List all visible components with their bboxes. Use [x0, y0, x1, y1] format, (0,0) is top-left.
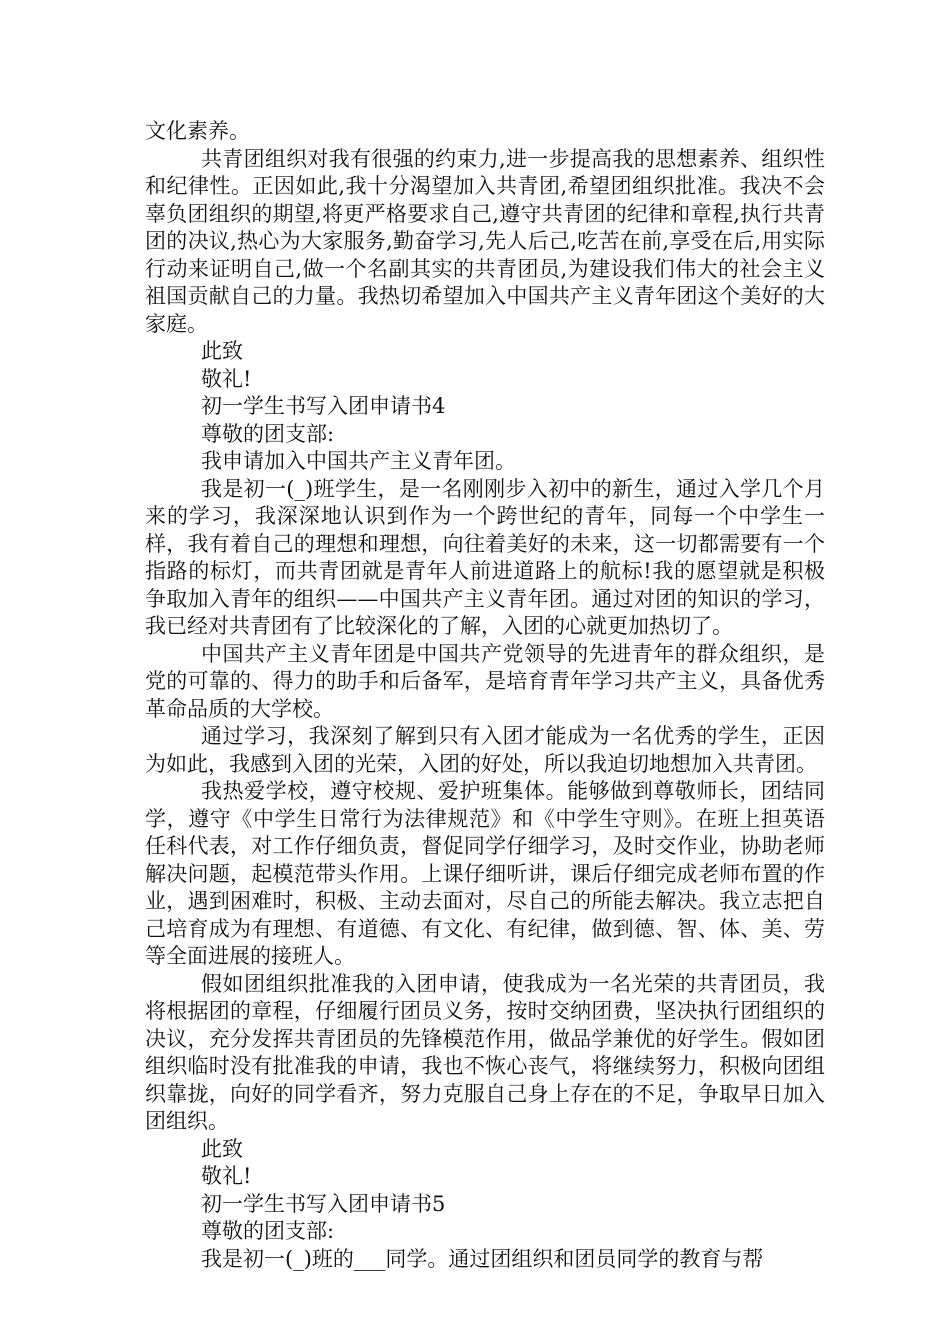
document-body	[145, 118, 825, 1273]
closing-salutation: 此致	[201, 339, 243, 363]
paragraph-introduction-5: 我是初一(_)班的___同学。通过团组织和团员同学的教育与帮	[201, 1246, 764, 1271]
paragraph-league-definition: 中国共产主义青年团是中国共产党领导的先进青年的群众组织，是党的可靠的、得力的助手和后备军，是培育青年学习共产主义，具备优秀革命品质的大学校。	[145, 641, 825, 721]
application-statement-4: 我申请加入中国共产主义青年团。	[201, 449, 516, 473]
paragraph-introduction-4: 我是初一(_)班学生，是一名刚刚步入初中的新生，通过入学几个月来的学习，我深深地认识到作为一个跨世纪的青年，同每一个中学生一样，我有着自己的理想和理想，向往着美好的未来，这一切都需要有一个指路的标灯，而共青团就是青年人前进道路上的航标!我的愿望就是积极争取加入青年的组织——中国共产主义青年团。通过对团的知识的学习，我已经对共青团有了比较深化的了解，入团的心就更加热切了。	[145, 476, 825, 638]
section-title-5: 初一学生书写入团申请书5	[201, 1191, 446, 1216]
paragraph-conduct: 我热爱学校，遵守校规、爱护班集体。能够做到尊敬师长，团结同学，遵守《中学生日常行为法律规范》和《中学生守则》。在班上担英语任科代表，对工作仔细负责，督促同学仔细学习，及时交作业，协助老师解决问题，起模范带头作用。上课仔细听讲，课后仔细完成老师布置的作业，遇到困难时，积极、主动去面对，尽自己的所能去解决。我立志把自己培育成为有理想、有道德、有文化、有纪律，做到德、智、体、美、劳等全面进展的接班人。	[145, 779, 825, 968]
paragraph-commitment: 共青团组织对我有很强的约束力,进一步提高我的思想素养、组织性和纪律性。正因如此,我十分渴望加入共青团,希望团组织批准。我决不会辜负团组织的期望,将更严格要求自己,遵守共青团的纪律和章程,执行共青团的决议,热心为大家服务,勤奋学习,先人后己,吃苦在前,享受在后,用实际行动来证明自己,做一个名副其实的共青团员,为建设我们伟大的社会主义祖国贡献自己的力量。我热切希望加入中国共产主义青年团这个美好的大家庭。	[145, 146, 825, 336]
greeting-4: 尊敬的团支部:	[201, 421, 335, 446]
paragraph-learning: 通过学习，我深刻了解到只有入团才能成为一名优秀的学生，正因为如此，我感到入团的光荣，入团的好处，所以我迫切地想加入共青团。	[145, 724, 825, 776]
closing-salutation-4: 此致	[201, 1136, 243, 1161]
closing-regards-4: 敬礼!	[201, 1164, 252, 1188]
paragraph-promise: 假如团组织批准我的入团申请，使我成为一名光荣的共青团员，我将根据团的章程，仔细履行团员义务，按时交纳团费，坚决执行团组织的决议，充分发挥共青团员的先锋模范作用，做品学兼优的好学生。假如团组织临时没有批准我的申请，我也不恢心丧气，将继续努力，积极向团组织靠拢，向好的同学看齐，努力克服自己身上存在的不足，争取早日加入团组织。	[145, 971, 825, 1133]
section-title-4: 初一学生书写入团申请书4	[201, 394, 446, 418]
greeting-5: 尊敬的团支部:	[201, 1219, 335, 1243]
closing-regards: 敬礼!	[201, 366, 252, 391]
paragraph-culture: 文化素养。	[145, 119, 250, 143]
